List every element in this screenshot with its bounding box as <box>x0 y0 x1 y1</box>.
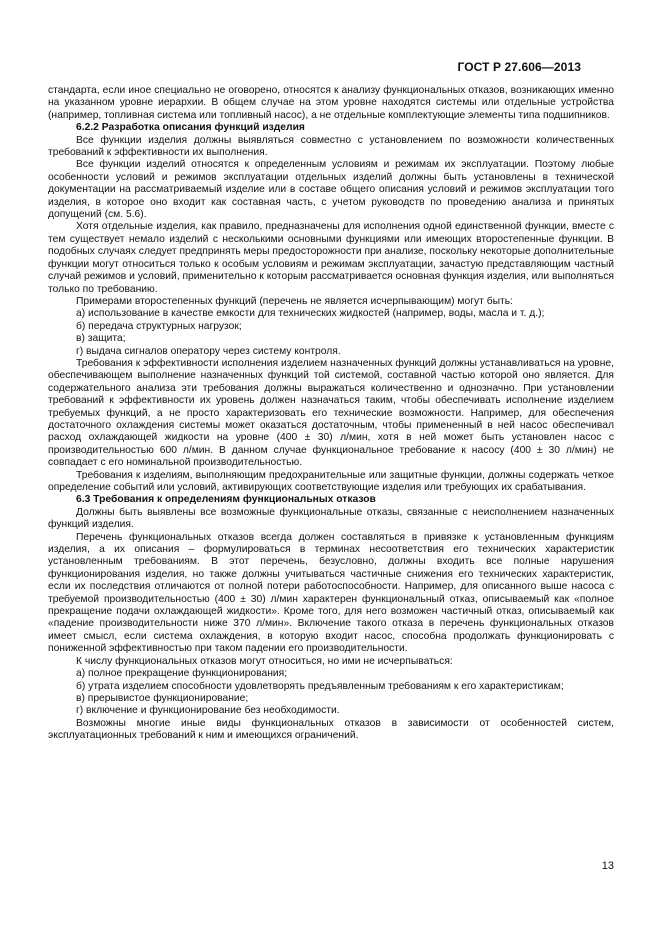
paragraph: Примерами второстепенных функций (перечень не является исчерпывающим) могут быть: <box>76 295 513 307</box>
paragraph: б) передача структурных нагрузок; <box>76 320 242 332</box>
paragraph: Все функции изделий относятся к определенным условиям и режимам их эксплуатации. Поэтому любые особенности условий и режимов эксплуатации отдельных изделий должны быть установлены в технической документации на рассматриваемый изделие или в составе общего описания условий и режимов эксплуатации того изделия, в которое оно входит как составная часть, с учетом руководств по проведению анализа и принятых допущений (см. 5.6). <box>48 159 614 221</box>
page-body-text <box>48 85 614 743</box>
section-heading: 6.2.2 Разработка описания функций изделия <box>76 122 305 134</box>
paragraph: в) защита; <box>76 333 126 345</box>
page-number: 13 <box>601 860 614 872</box>
paragraph: Перечень функциональных отказов всегда должен составляться в привязке к установленным функциям изделия, а их описания – формулироваться в терминах несоответствия его технических характеристик установленным требованиям. В этот перечень, безусловно, должны входить все полные нарушения функционирования изделия, но также должны учитываться частичные снижения его технических характеристик, если их последствия отличаются от полной потери работоспособности. Например, для описанного выше насоса с требуемой производительностью (400 ± 30) л/мин характерен функциональный отказ, описываемый как «полное прекращение подачи охлаждающей жидкости». Кроме того, для него возможен частичный отказ, описываемый как «падение производительности ниже 370 л/мин». Включение такого отказа в перечень функциональных отказов имеет смысл, если система охлаждения, в которую входит насос, способна продолжать функционировать с пониженной эффективностью при таком падении его производительности. <box>48 531 614 655</box>
paragraph: Требования к эффективности исполнения изделием назначенных функций должны устанавливаться на уровне, обеспечивающем выполнение назначенных функций той системой, составной частью которой оно является. Для содержательного анализа эти требования должны выражаться количественно и однозначно. При установлении требований к эффективности их уровень должен назначаться таким, чтобы обеспечивать исполнение изделием требуемых функций, а не просто характеризовать его технические возможности. Например, для обеспечения достаточного охлаждения системы может оказаться достаточным, чтобы примененный в ней насос обеспечивал расход охлаждающей жидкости на уровне (400 ± 30) л/мин, хотя в ней может быть установлен насос с производительностью 600 л/мин. В данном случае функциональное требование к насосу (400 ± 30 л/мин) не совпадает с его номинальной производительностью. <box>48 357 614 469</box>
paragraph: в) прерывистое функционирование; <box>76 692 249 704</box>
paragraph: Хотя отдельные изделия, как правило, предназначены для исполнения одной единственной функции, вместе с тем существует немало изделий с несколькими основными функциями или имеющих второстепенные функции. В подобных случаях следует предпринять меры предосторожности при анализе, поскольку некоторые дополнительные функции могут относиться только к особым условиям и режимам эксплуатации, зачастую представляющим частный случай режимов и условий, применительно к которым рассматривается основная функция изделия, или выполняться только по требованию. <box>48 221 614 295</box>
page-header-title: ГОСТ Р 27.606—2013 <box>457 60 581 74</box>
paragraph: а) полное прекращение функционирования; <box>76 668 288 680</box>
paragraph: Возможны многие иные виды функциональных отказов в зависимости от особенностей систем, эксплуатационных требований к ним и имеющихся ограничений. <box>48 717 614 742</box>
paragraph: Все функции изделия должны выявляться совместно с установлением по возможности количественных требований к эффективности их выполнения. <box>48 134 614 159</box>
section-heading: 6.3 Требования к определениям функциональных отказов <box>76 494 376 506</box>
paragraph: стандарта, если иное специально не оговорено, относятся к анализу функциональных отказов, возникающих именно на указанном уровне иерархии. В общем случае на этом уровне находятся системы или отдельные устройства (например, топливная система или топливный насос), а не отдельные комплектующие элементы типа подшипников. <box>48 85 614 121</box>
paragraph: Требования к изделиям, выполняющим предохранительные или защитные функции, должны содержать четкое определение событий или условий, активирующих соответствующие изделия или требующих их срабатывания. <box>48 469 614 493</box>
paragraph: г) включение и функционирование без необходимости. <box>76 705 340 717</box>
paragraph: Должны быть выявлены все возможные функциональные отказы, связанные с неисполнением назначенных функций изделия. <box>48 506 614 531</box>
paragraph: б) утрата изделием способности удовлетворять предъявленным требованиям к его характеристикам; <box>76 680 564 692</box>
paragraph: а) использование в качестве емкости для технических жидкостей (например, воды, масла и т. д.); <box>76 308 545 320</box>
paragraph: К числу функциональных отказов могут относиться, но ими не исчерпываться: <box>76 655 453 667</box>
paragraph: г) выдача сигналов оператору через систему контроля. <box>76 345 341 357</box>
